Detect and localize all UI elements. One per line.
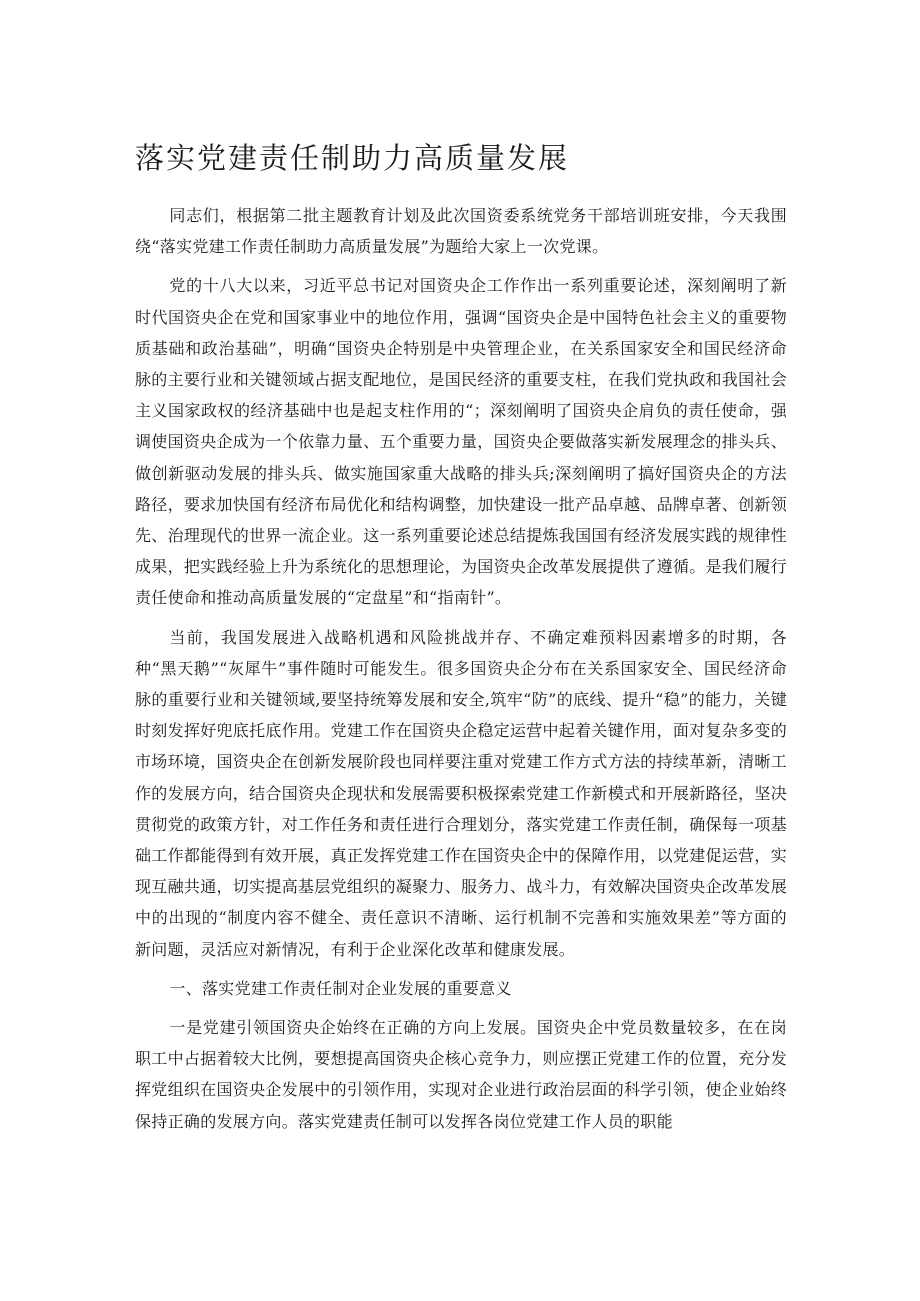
section-heading: 一、落实党建工作责任制对企业发展的重要意义 — [169, 978, 512, 998]
paragraph-background: 党的十八大以来，习近平总书记对国资央企工作作出一系列重要论述，深刻阐明了新时代国资央企在党和国家事业中的地位作用，强调“国资央企是中国特色社会主义的重要物质基础和政治基础”，明确“国资央企特别是中央管理企业，在关系国家安全和国民经济命脉的主要行业和关键领域占据支配地位，是国民经济的重要支柱，在我们党执政和我国社会主义国家政权的经济基础中也是起支柱作用的“；深刻阐明了国资央企肩负的责任使命，强调使国资央企成为一个依靠力量、五个重要力量，国资央企要做落实新发展理念的排头兵、做创新驱动发展的排头兵、做实施国家重大战略的排头兵;深刻阐明了搞好国资央企的方法路径，要求加快国有经济布局优化和结构调整，加快建设一批产品卓越、品牌卓著、创新领先、治理现代的世界一流企业。这一系列重要论述总结提炼我国国有经济发展实践的规律性成果，把实践经验上升为系统化的思想理论，为国资央企改革发展提供了遵循。是我们履行责任使命和推动高质量发展的“定盘星”和“指南针”。 — [135, 276, 788, 608]
section-paragraph: 一是党建引领国资央企始终在正确的方向上发展。国资央企中党员数量较多，在在岗职工中占据着较大比例，要想提高国资央企核心竞争力，则应摆正党建工作的位置，充分发挥党组织在国资央企发展中的引领作用，实现对企业进行政治层面的科学引领，使企业始终保持正确的发展方向。落实党建责任制可以发挥各岗位党建工作人员的职能 — [135, 1018, 788, 1131]
document-page — [135, 138, 787, 1145]
paragraph-current-situation: 当前，我国发展进入战略机遇和风险挑战并存、不确定难预料因素增多的时期，各种“黑天鹅”“灰犀牛”事件随时可能发生。很多国资央企分布在关系国家安全、国民经济命脉的重要行业和关键领域,要坚持统筹发展和安全,筑牢“防”的底线、提升“稳”的能力，关键时刻发挥好兜底托底作用。党建工作在国资央企稳定运营中起着关键作用，面对复杂多变的市场环境，国资央企在创新发展阶段也同样要注重对党建工作方式方法的持续革新，清晰工作的发展方向，结合国资央企现状和发展需要积极探索党建工作新模式和开展新路径，坚决贯彻党的政策方针，对工作任务和责任进行合理划分，落实党建工作责任制，确保每一项基础工作都能得到有效开展，真正发挥党建工作在国资央企中的保障作用，以党建促运营，实现互融共通，切实提高基层党组织的凝聚力、服务力、战斗力，有效解决国资央企改革发展中的出现的“制度内容不健全、责任意识不清晰、运行机制不完善和实施效果差”等方面的新问题，灵活应对新情况，有利于企业深化改革和健康发展。 — [135, 627, 788, 959]
document-title: 落实党建责任制助力高质量发展 — [135, 141, 570, 175]
paragraph-intro: 同志们，根据第二批主题教育计划及此次国资委系统党务干部培训班安排，今天我围绕“落实党建工作责任制助力高质量发展”为题给大家上一次党课。 — [135, 206, 787, 257]
